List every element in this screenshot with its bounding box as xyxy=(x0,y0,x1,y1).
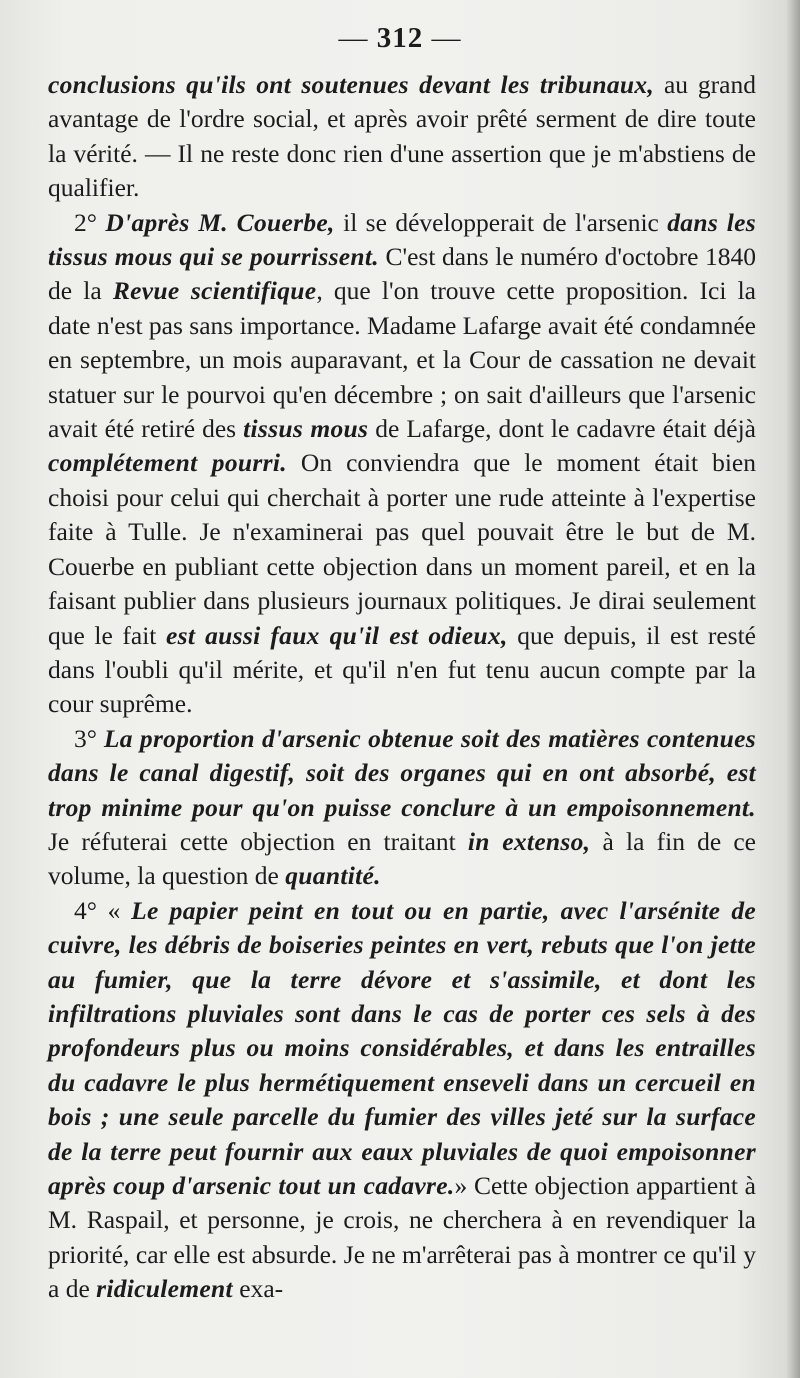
italic-span: Revue scientifique xyxy=(112,276,317,306)
body-text xyxy=(48,68,756,1307)
italic-span: tissus mous xyxy=(243,414,369,444)
italic-span: complétement pourri. xyxy=(48,448,287,478)
text-span: au grand avantage de l'ordre social, et après avoir prêté serment de dire toute la vérité. — Il ne reste donc rien d'une assertion que je m'abstiens de qualifier. xyxy=(48,70,756,203)
italic-quote: Le papier peint en tout ou en partie, avec l'arsénite de cuivre, les débris de boiseries peintes en vert, rebuts que l'on jette au fumier, que la terre dévore et s'assimile, et dont les infiltrations pluviales sont dans le cas de porter ces sels à des profondeurs plus ou moins considérables, et dans les entrailles du cadavre le plus hermétiquement enseveli dans un cercueil en bois ; une seule parcelle du fumier des villes jeté sur la surface de la terre peut fournir aux eaux pluviales de quoi empoisonner après coup d'arsenic tout un cadavre. xyxy=(48,895,756,1200)
italic-span: in extenso, xyxy=(467,826,591,856)
italic-span: ridiculement xyxy=(96,1274,233,1304)
item-number: 3° xyxy=(74,723,104,753)
paragraph-3 xyxy=(48,722,756,894)
italic-span: est aussi faux qu'il est odieux, xyxy=(165,620,508,650)
paragraph-1 xyxy=(48,68,756,206)
paragraph-4 xyxy=(48,894,756,1307)
text-span: » Cette objection appartient à M. Raspail, et personne, je crois, ne cherchera à en revendiquer la priorité, car elle est absurde. Je ne m'arrêterai pas à montrer ce qu'il y a de xyxy=(48,1171,756,1304)
text-span: il se développerait de l'arsenic xyxy=(334,207,668,237)
item-number: 4° « xyxy=(74,895,132,925)
italic-span: D'après M. Couerbe, xyxy=(105,207,335,237)
paragraph-2 xyxy=(48,206,756,722)
text-span: Je réfuterai cette objection en traitant xyxy=(48,826,468,856)
text-span: exa- xyxy=(232,1274,284,1304)
italic-span: quantité. xyxy=(285,861,381,891)
text-span: On conviendra que le moment était bien choisi pour celui qui cherchait à porter une rude atteinte à l'expertise faite à Tulle. Je n'examinerai pas quel pouvait être le but de M. Couerbe en publiant cette objection dans un moment pareil, et en la faisant publier dans plusieurs journaux politiques. Je dirai seulement que le fait xyxy=(48,448,756,650)
text-span: de Lafarge, dont le cadavre était déjà xyxy=(368,414,756,444)
header-dash-left: — xyxy=(338,22,369,54)
header-dash-right: — xyxy=(431,22,462,54)
italic-span: dans les tissus mous qui se pourrissent. xyxy=(48,207,756,272)
page-header xyxy=(0,22,800,55)
item-number: 2° xyxy=(74,207,106,237)
text-span: , que l'on trouve cette proposition. Ici la date n'est pas sans importance. Madame Lafarge avait été condamnée en septembre, un mois auparavant, et la Cour de cassation ne devait statuer sur le pourvoi qu'en décembre ; on sait d'ailleurs que l'arsenic avait été retiré des xyxy=(48,276,757,444)
italic-span: La proportion d'arsenic obtenue soit des matières contenues dans le canal digestif, soit des organes qui en ont absorbé, est trop minime pour qu'on puisse conclure à un empoisonnement. xyxy=(48,723,756,822)
page-number: 312 xyxy=(376,22,424,54)
text-span: à la fin de ce volume, la question de xyxy=(48,826,756,891)
text-span: que depuis, il est resté dans l'oubli qu'il mérite, et qu'il n'en fut tenu aucun compte par la cour suprême. xyxy=(48,620,757,719)
italic-span: conclusions qu'ils ont soutenues devant les tribunaux, xyxy=(48,70,655,99)
text-span: C'est dans le numéro d'octobre 1840 de la xyxy=(48,242,756,306)
